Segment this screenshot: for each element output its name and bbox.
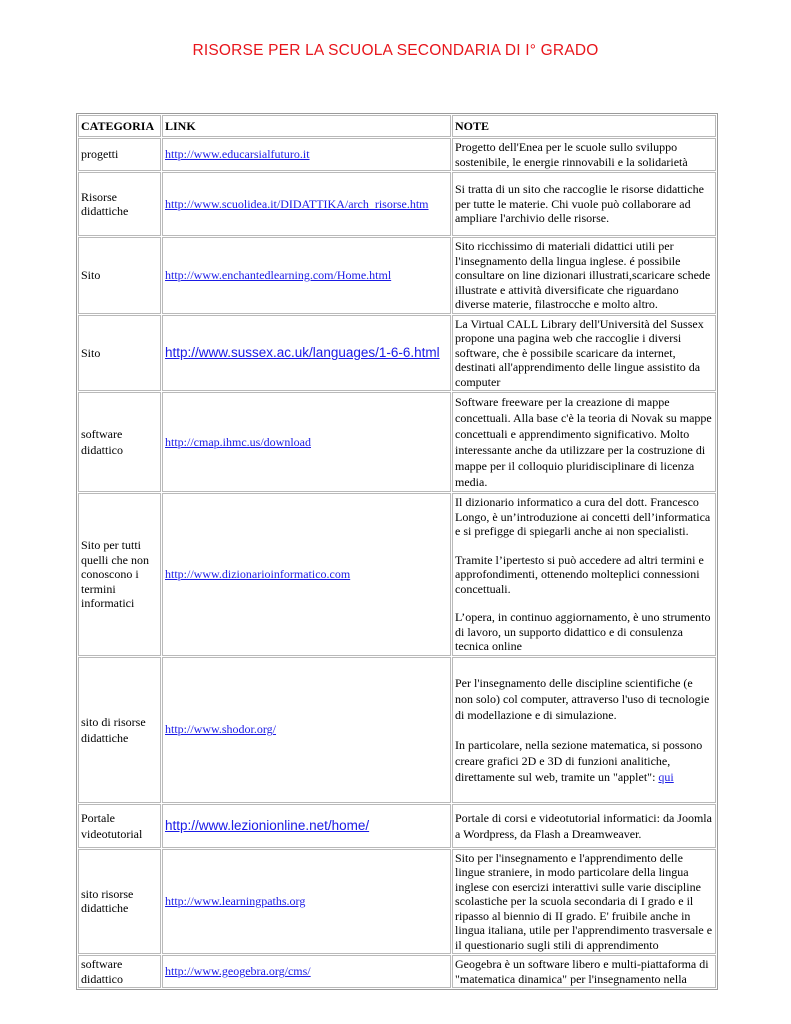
header-link: LINK — [162, 115, 451, 137]
row-note — [452, 849, 716, 955]
table-row — [78, 315, 716, 392]
note-text-part: In particolare, nella sezione matematica, si possono creare grafici 2D e 3D di funzioni analitiche, direttamente sul web, tramite un "applet": — [455, 737, 703, 784]
resource-link[interactable]: http://cmap.ihmc.us/download — [165, 434, 311, 449]
row-category: Sito — [78, 237, 161, 314]
row-note — [452, 493, 716, 656]
row-note — [452, 237, 716, 314]
table-row — [78, 657, 716, 803]
resource-link[interactable]: http://www.geogebra.org/cms/ — [165, 964, 311, 979]
note-text — [455, 737, 713, 785]
table-row — [78, 172, 716, 236]
row-category: Sito — [78, 315, 161, 392]
resources-table — [76, 113, 718, 990]
row-category: Portale videotutorial — [78, 804, 161, 848]
row-category: software didattico — [78, 955, 161, 988]
resource-link[interactable]: http://www.learningpaths.org — [165, 894, 306, 908]
row-category: sito di risorse didattiche — [78, 657, 161, 803]
page-title: RISORSE PER LA SCUOLA SECONDARIA DI I° GRADO — [192, 42, 599, 59]
note-text: Geogebra è un software libero e multi-piattaforma di "matematica dinamica" per l'insegnamento nella — [455, 957, 709, 986]
row-link-cell — [162, 392, 451, 492]
row-link-cell — [162, 138, 451, 171]
table-row — [78, 237, 716, 314]
table-row — [78, 138, 716, 171]
note-text: Sito ricchissimo di materiali didattici utili per l'insegnamento della lingua inglese. é possibile consultare on line dizionari illustrati,scaricare schede illustrate e attività diversificate che riguardano diverse materie, filastrocche e molto altro. — [455, 239, 711, 311]
row-link-cell — [162, 849, 451, 955]
row-note — [452, 657, 716, 803]
note-text: Software freeware per la creazione di mappe concettuali. Alla base c'è la teoria di Novak su mappe concettuali e apprendimento significativo. Molto interessante anche da utilizzare per la costruzione di mappe per il colloquio pluridisciplinare di licenza media. — [455, 395, 712, 489]
row-note — [452, 138, 716, 171]
row-note — [452, 172, 716, 236]
note-text: La Virtual CALL Library dell'Università del Sussex propone una pagina web che raccoglie i diversi software, che è possibile scaricare da internet, destinati all'apprendimento delle lingue assistito da computer — [455, 316, 704, 389]
row-note — [452, 315, 716, 392]
note-text: Portale di corsi e videotutorial informatici: da Joomla a Wordpress, da Flash a Dreamweaver. — [455, 810, 712, 841]
note-text: Il dizionario informatico a cura del dott. Francesco Longo, è un’introduzione ai concetti dell’informatica e si prefigge di spiegarli anche ai non specialisti. — [455, 495, 711, 538]
resource-link[interactable]: http://www.lezionionline.net/home/ — [165, 817, 370, 833]
row-link-cell — [162, 657, 451, 803]
note-text: Per l'insegnamento delle discipline scientifiche (e non solo) col computer, attraverso l'uso di tecnologie di modellazione e di simulazione. — [455, 675, 710, 722]
resource-link[interactable]: http://www.educarsialfuturo.it — [165, 147, 310, 162]
row-category: progetti — [78, 138, 161, 171]
row-link-cell — [162, 172, 451, 236]
note-text: Tramite l’ipertesto si può accedere ad altri termini e approfondimenti, ottenendo molteplici connessioni concettuali. — [455, 552, 704, 596]
resource-link[interactable]: http://www.dizionarioinformatico.com — [165, 567, 351, 581]
row-link-cell — [162, 493, 451, 656]
header-note: NOTE — [452, 115, 716, 137]
table-row — [78, 804, 716, 848]
qui-link[interactable]: qui — [658, 769, 674, 784]
row-link-cell — [162, 315, 451, 392]
row-note — [452, 392, 716, 492]
row-note — [452, 955, 716, 988]
row-link-cell — [162, 237, 451, 314]
note-text: Si tratta di un sito che raccoglie le risorse didattiche per tutte le materie. Chi vuole può collaborare ad ampliare l'archivio delle risorse. — [455, 182, 704, 226]
table-row — [78, 392, 716, 492]
row-link-cell — [162, 955, 451, 988]
note-text: Progetto dell'Enea per le scuole sullo sviluppo sostenibile, le energie rinnovabili e la solidarietà — [455, 140, 688, 169]
table-row — [78, 955, 716, 988]
table-row — [78, 493, 716, 656]
row-category: software didattico — [78, 392, 161, 492]
resource-link[interactable]: http://www.scuolidea.it/DIDATTIKA/arch_risorse.htm — [165, 196, 429, 211]
note-text: Sito per l'insegnamento e l'apprendimento delle lingue straniere, in modo particolare della lingua inglese con esercizi interattivi sulle varie discipline scolastiche per la scuola secondaria di I grado e il ripasso al biennio di II grado. E' fruibile anche in lingua italiana, utile per l'apprendimento trasversale e il questionario sugli stili di apprendimento — [455, 850, 713, 952]
header-categoria: CATEGORIA — [78, 115, 161, 137]
resource-link[interactable]: http://www.shodor.org/ — [165, 722, 277, 737]
row-category: sito risorse didattiche — [78, 849, 161, 955]
resource-link[interactable]: http://www.sussex.ac.uk/languages/1-6-6.html — [165, 344, 440, 360]
resource-link[interactable]: http://www.enchantedlearning.com/Home.html — [165, 268, 392, 282]
table-row — [78, 849, 716, 955]
table-header-row — [78, 115, 716, 137]
row-category: Sito per tutti quelli che non conoscono i termini informatici — [78, 493, 161, 656]
row-note — [452, 804, 716, 848]
row-category: Risorse didattiche — [78, 172, 161, 236]
note-text: L’opera, in continuo aggiornamento, è uno strumento di lavoro, un supporto didattico e di consulenza tecnica online — [455, 610, 711, 653]
row-link-cell — [162, 804, 451, 848]
